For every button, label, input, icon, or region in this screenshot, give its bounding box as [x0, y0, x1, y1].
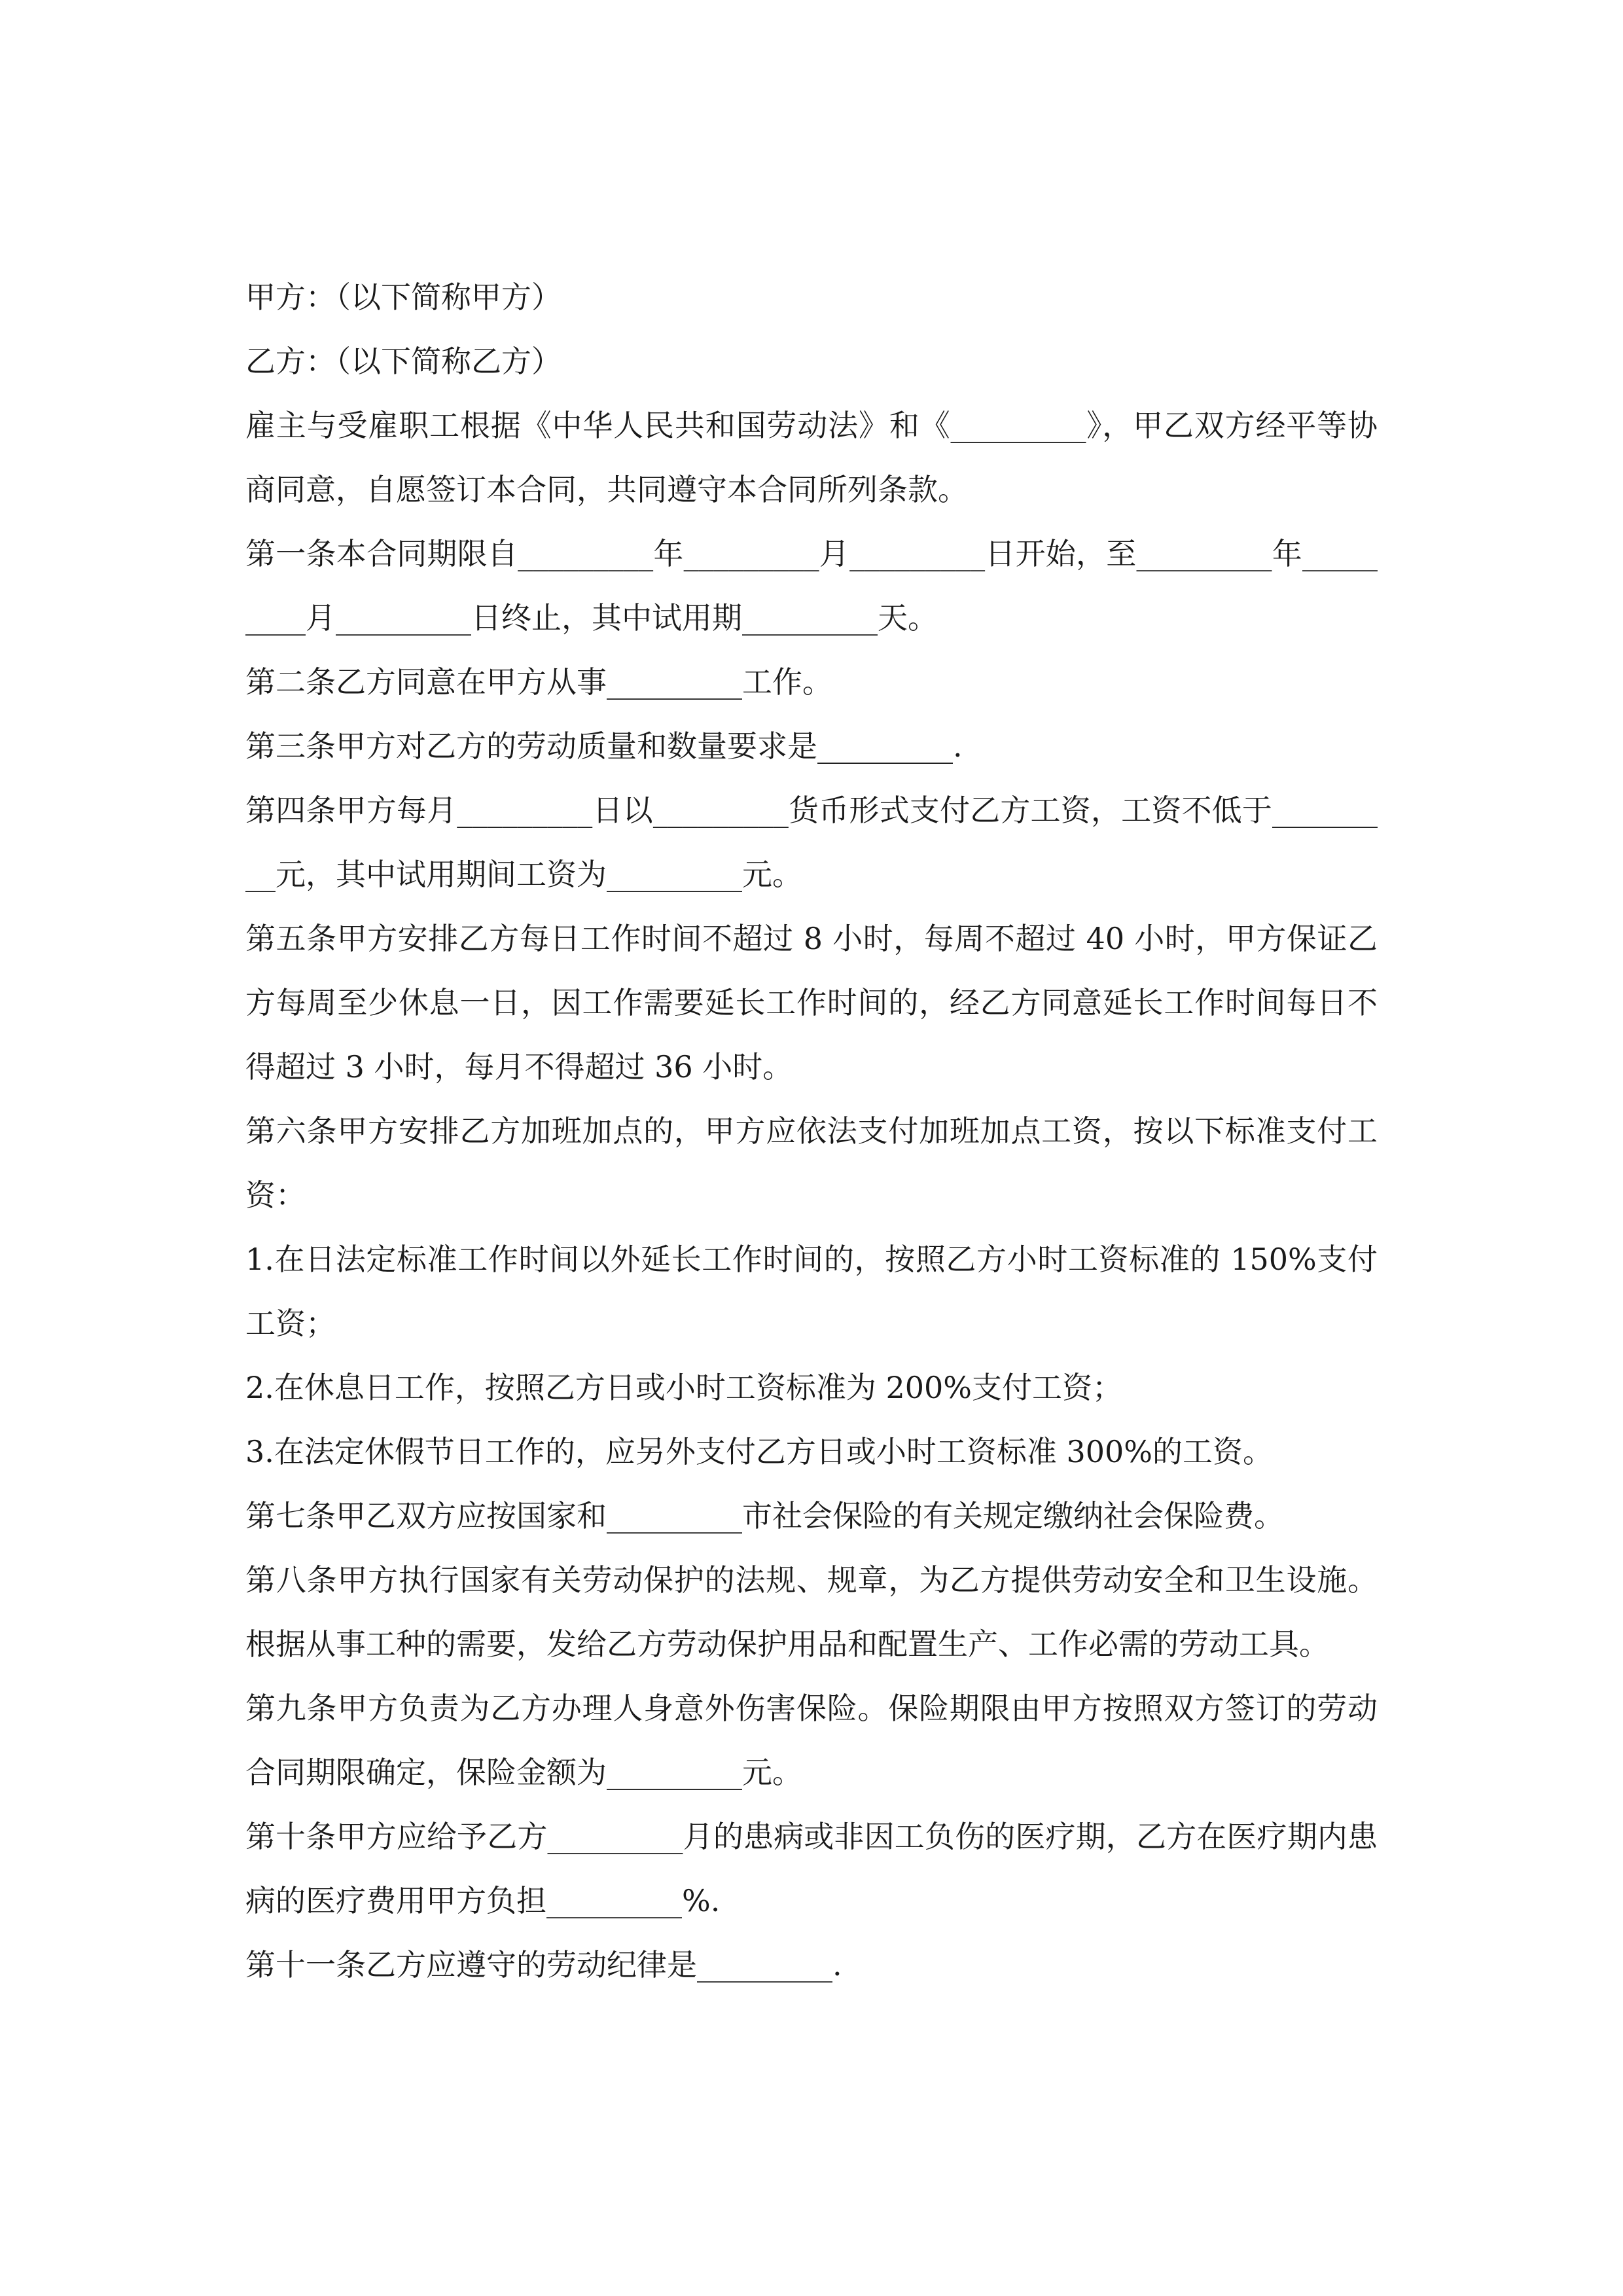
- party-a-line: 甲方：（以下简称甲方）: [245, 279, 562, 315]
- article-10: 第十条甲方应给予乙方_________月的患病或非因工负伤的医疗期，乙方在医疗期内患病的医疗费用甲方负担_________%.: [245, 1819, 1378, 1918]
- article-11: 第十一条乙方应遵守的劳动纪律是_________.: [245, 1947, 842, 1982]
- article-1: 第一条本合同期限自_________年_________月_________日开始，至_________年_________月_________日终止，其中试用期_________天。: [245, 536, 1378, 636]
- article-8: 第八条甲方执行国家有关劳动保护的法规、规章，为乙方提供劳动安全和卫生设施。根据从事工种的需要，发给乙方劳动保护用品和配置生产、工作必需的劳动工具。: [245, 1562, 1378, 1662]
- article-6: 第六条甲方安排乙方加班加点的，甲方应依法支付加班加点工资，按以下标准支付工资：: [245, 1113, 1378, 1213]
- article-6-item-1: 1.在日法定标准工作时间以外延长工作时间的，按照乙方小时工资标准的 150%支付工资；: [245, 1242, 1378, 1341]
- article-3: 第三条甲方对乙方的劳动质量和数量要求是_________.: [245, 728, 963, 764]
- party-b-line: 乙方：（以下简称乙方）: [245, 344, 562, 379]
- contract-body: [245, 265, 1378, 1997]
- article-9: 第九条甲方负责为乙方办理人身意外伤害保险。保险期限由甲方按照双方签订的劳动合同期限确定，保险金额为_________元。: [245, 1691, 1378, 1790]
- article-2: 第二条乙方同意在甲方从事_________工作。: [245, 664, 832, 700]
- preamble-paragraph: 雇主与受雇职工根据《中华人民共和国劳动法》和《_________》，甲乙双方经平等协商同意，自愿签订本合同，共同遵守本合同所列条款。: [245, 408, 1378, 507]
- article-5: 第五条甲方安排乙方每日工作时间不超过 8 小时，每周不超过 40 小时，甲方保证乙方每周至少休息一日，因工作需要延长工作时间的，经乙方同意延长工作时间每日不得超过 3 小时，每月不得超过 36 小时。: [245, 921, 1378, 1085]
- article-4: 第四条甲方每月_________日以_________货币形式支付乙方工资，工资不低于_________元，其中试用期间工资为_________元。: [245, 793, 1378, 892]
- article-7: 第七条甲乙双方应按国家和_________市社会保险的有关规定缴纳社会保险费。: [245, 1498, 1284, 1534]
- article-6-item-2: 2.在休息日工作，按照乙方日或小时工资标准为 200%支付工资；: [245, 1370, 1123, 1405]
- article-6-item-3: 3.在法定休假节日工作的，应另外支付乙方日或小时工资标准 300%的工资。: [245, 1434, 1274, 1469]
